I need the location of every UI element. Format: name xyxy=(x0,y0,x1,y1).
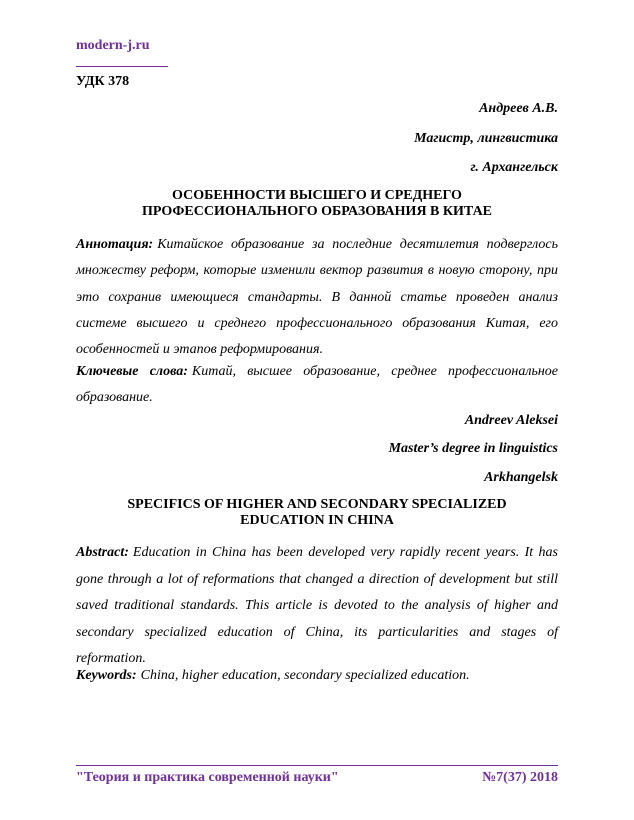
site-name: modern-j.ru xyxy=(76,38,150,53)
keywords-en xyxy=(76,666,558,686)
abstract-ru xyxy=(76,232,558,363)
title-en xyxy=(76,497,558,529)
author-ru: Андреев А.В. xyxy=(479,101,558,116)
footer-divider xyxy=(76,765,558,766)
city-en: Arkhangelsk xyxy=(484,470,558,485)
issue-number: №7(37) 2018 xyxy=(482,770,558,785)
keywords-ru-text: Китай, высшее образование, среднее профессиональное образование. xyxy=(76,364,558,405)
keywords-ru xyxy=(76,359,558,411)
journal-name: "Теория и практика современной науки" xyxy=(76,770,339,785)
abstract-en-label: Abstract: xyxy=(76,545,129,560)
abstract-en xyxy=(76,540,558,673)
abstract-ru-label: Аннотация: xyxy=(76,237,154,252)
header-divider xyxy=(76,66,168,67)
keywords-en-text: China, higher education, secondary specialized education. xyxy=(140,668,470,683)
title-ru-line1: ОСОБЕННОСТИ ВЫСШЕГО И СРЕДНЕГО xyxy=(172,188,462,203)
abstract-ru-text: Китайское образование за последние десятилетия подверглось множеству реформ, которые изменили вектор развития в новую сторону, при это сохранив имеющиеся стандарты. В данной статье проведен анализ системе высшего и среднего профессионального образования Китая, его особенностей и этапов реформирования. xyxy=(76,237,558,358)
title-ru-line2: ПРОФЕССИОНАЛЬНОГО ОБРАЗОВАНИЯ В КИТАЕ xyxy=(141,204,493,219)
keywords-ru-label: Ключевые слова: xyxy=(76,364,188,379)
title-en-line1: SPECIFICS OF HIGHER AND SECONDARY SPECIALIZED xyxy=(127,497,507,512)
author-en: Andreev Aleksei xyxy=(464,413,558,428)
abstract-en-text: Education in China has been developed very rapidly recent years. It has gone through a lot of reformations that changed a direction of development but still saved traditional standards. This article is devoted to the analysis of higher and secondary specialized education of China, its particularities and stages of reformation. xyxy=(76,545,558,666)
degree-en: Master’s degree in linguistics xyxy=(388,441,558,456)
city-ru: г. Архангельск xyxy=(470,160,558,175)
keywords-en-label: Keywords: xyxy=(76,668,137,683)
udk-code: УДК 378 xyxy=(76,74,130,89)
title-en-line2: EDUCATION IN CHINA xyxy=(240,513,394,528)
degree-ru: Магистр, лингвистика xyxy=(414,131,558,146)
title-ru xyxy=(76,188,558,220)
